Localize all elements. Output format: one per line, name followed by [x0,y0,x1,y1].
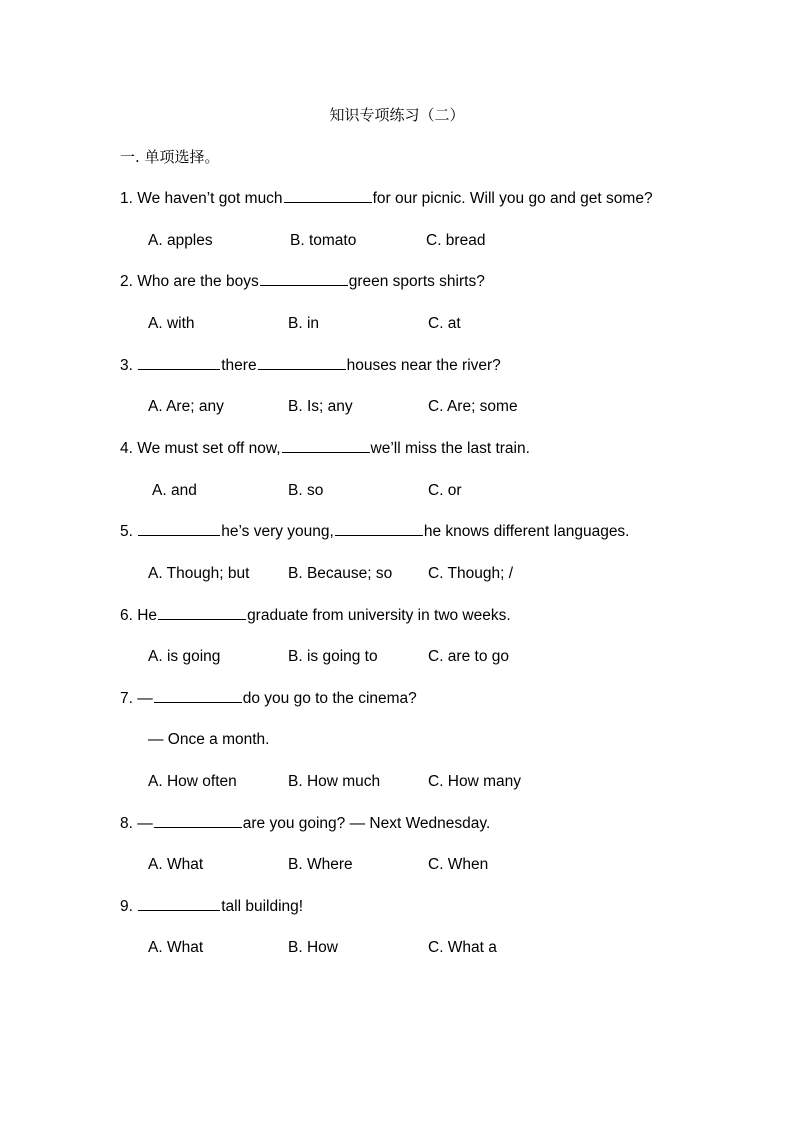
option-c: C. bread [426,232,486,249]
question-text: 9. [120,898,138,915]
option-b: B. How [288,939,338,956]
question-text: there [221,357,257,374]
option-c: C. Are; some [428,398,518,415]
option-c: C. When [428,856,489,873]
option-b: B. tomato [290,232,357,249]
question-text: 1. We haven’t got much [120,190,283,207]
question-text: 6. He [120,607,158,624]
question-8 [120,813,490,835]
option-a: A. apples [148,232,213,249]
page-title: 知识专项练习（二） [329,106,465,124]
answer-blank [260,271,348,286]
answer-blank [284,188,372,203]
option-b: B. Because; so [288,565,393,582]
question-text: do you go to the cinema? [242,690,417,707]
question-6 [120,605,511,627]
question-2 [120,271,485,293]
question-9 [120,896,303,918]
question-text: for our picnic. Will you go and get some? [372,190,653,207]
question-text: 4. We must set off now, [120,440,281,457]
option-c: C. are to go [428,648,509,665]
answer-blank [282,438,370,453]
option-a: A. What [148,939,204,956]
question-3 [120,355,501,377]
question-text: 8. — [120,815,153,832]
question-text: green sports shirts? [348,273,485,290]
question-text: 3. [120,357,138,374]
option-a: A. How often [148,773,237,790]
option-b: B. Where [288,856,353,873]
answer-blank [158,605,246,620]
question-text: 2. Who are the boys [120,273,259,290]
option-a: A. and [152,482,197,499]
answer-blank [138,521,220,536]
answer-blank [154,813,242,828]
answer-blank [335,521,423,536]
option-b: B. in [288,315,320,332]
question-4 [120,438,530,460]
option-b: B. so [288,482,324,499]
answer-blank [138,896,220,911]
reply-7: — Once a month. [148,731,270,748]
option-c: C. or [428,482,462,499]
option-b: B. How much [288,773,381,790]
question-text: 5. [120,523,138,540]
question-text: we’ll miss the last train. [370,440,530,457]
option-c: C. Though; / [428,565,514,582]
option-a: A. Though; but [148,565,250,582]
option-a: A. is going [148,648,221,665]
question-text: 7. — [120,690,153,707]
question-text: he’s very young, [221,523,334,540]
answer-blank [154,688,242,703]
question-1 [120,188,653,210]
option-c: C. What a [428,939,497,956]
question-text: houses near the river? [346,357,501,374]
question-7 [120,688,417,710]
option-b: B. Is; any [288,398,353,415]
question-text: are you going? — Next Wednesday. [242,815,491,832]
section-heading: 一. 单项选择。 [120,148,220,166]
option-a: A. What [148,856,204,873]
option-b: B. is going to [288,648,378,665]
answer-blank [138,355,220,370]
question-text: he knows different languages. [423,523,630,540]
option-c: C. at [428,315,461,332]
question-text: tall building! [221,898,304,915]
answer-blank [258,355,346,370]
option-c: C. How many [428,773,522,790]
option-a: A. with [148,315,195,332]
question-5 [120,521,630,543]
question-text: graduate from university in two weeks. [247,607,511,624]
option-a: A. Are; any [148,398,224,415]
